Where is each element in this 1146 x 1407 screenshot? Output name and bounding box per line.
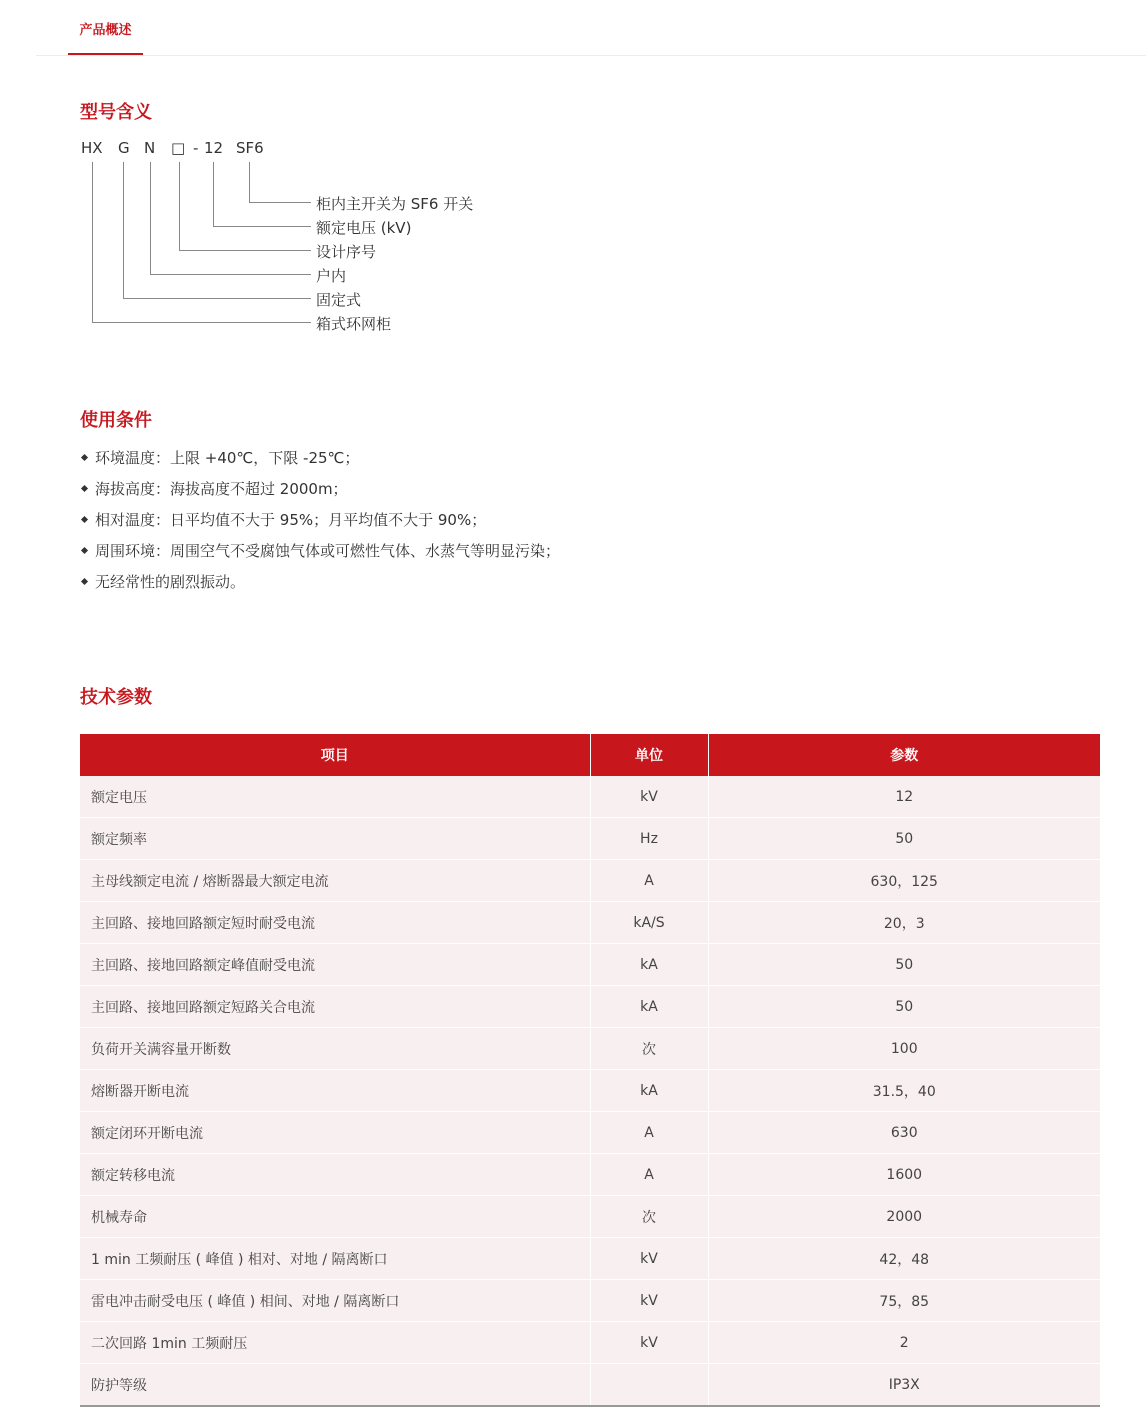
connector-line bbox=[123, 162, 124, 298]
column-header-item: 项目 bbox=[80, 734, 590, 776]
connector-line bbox=[150, 274, 311, 275]
table-row bbox=[80, 1154, 1100, 1196]
list-item bbox=[80, 506, 560, 537]
item-cell: 雷电冲击耐受电压 ( 峰值 ) 相间、对地 / 隔离断口 bbox=[80, 1280, 590, 1322]
unit-cell: kV bbox=[590, 776, 708, 818]
connector-line bbox=[92, 322, 311, 323]
table-row bbox=[80, 1028, 1100, 1070]
model-description: 固定式 bbox=[316, 291, 362, 309]
value-cell: 50 bbox=[708, 944, 1100, 986]
condition-text: 环境温度：上限 +40℃，下限 -25℃； bbox=[95, 449, 360, 467]
connector-line bbox=[249, 202, 311, 203]
connector-line bbox=[179, 250, 311, 251]
value-cell: 20，3 bbox=[708, 902, 1100, 944]
value-cell: 630，125 bbox=[708, 860, 1100, 902]
model-description: 柜内主开关为 SF6 开关 bbox=[316, 195, 474, 213]
table-row bbox=[80, 776, 1100, 818]
unit-cell: kV bbox=[590, 1322, 708, 1364]
unit-cell bbox=[590, 1364, 708, 1407]
condition-text: 相对温度：日平均值不大于 95%；月平均值不大于 90%； bbox=[95, 511, 487, 529]
model-description: 箱式环网柜 bbox=[316, 315, 392, 333]
code-segment: 12 bbox=[204, 139, 224, 157]
connector-line bbox=[213, 162, 214, 226]
connector-line bbox=[150, 162, 151, 274]
unit-cell: kV bbox=[590, 1280, 708, 1322]
unit-cell: 次 bbox=[590, 1196, 708, 1238]
item-cell: 额定电压 bbox=[80, 776, 590, 818]
code-segment: HX bbox=[81, 139, 103, 157]
value-cell: 75，85 bbox=[708, 1280, 1100, 1322]
table-row bbox=[80, 1238, 1100, 1280]
unit-cell: kA bbox=[590, 944, 708, 986]
connector-line bbox=[213, 226, 311, 227]
code-segment: - bbox=[193, 139, 199, 157]
table-row bbox=[80, 1322, 1100, 1364]
item-cell: 1 min 工频耐压 ( 峰值 ) 相对、对地 / 隔离断口 bbox=[80, 1238, 590, 1280]
table-row bbox=[80, 1196, 1100, 1238]
column-header-value: 参数 bbox=[708, 734, 1100, 776]
unit-cell: kA bbox=[590, 986, 708, 1028]
diamond-bullet-icon bbox=[81, 453, 88, 460]
connector-line bbox=[92, 162, 93, 322]
item-cell: 二次回路 1min 工频耐压 bbox=[80, 1322, 590, 1364]
list-item bbox=[80, 568, 560, 599]
code-segment: N bbox=[144, 139, 156, 157]
conditions-section-title: 使用条件 bbox=[80, 410, 152, 431]
model-description: 户内 bbox=[316, 267, 347, 285]
code-segment: G bbox=[118, 139, 130, 157]
diamond-bullet-icon bbox=[81, 577, 88, 584]
value-cell: 2 bbox=[708, 1322, 1100, 1364]
table-row bbox=[80, 986, 1100, 1028]
value-cell: 12 bbox=[708, 776, 1100, 818]
diamond-bullet-icon bbox=[81, 515, 88, 522]
conditions-list bbox=[80, 444, 560, 599]
unit-cell: kA/S bbox=[590, 902, 708, 944]
unit-cell: Hz bbox=[590, 818, 708, 860]
diamond-bullet-icon bbox=[81, 546, 88, 553]
item-cell: 熔断器开断电流 bbox=[80, 1070, 590, 1112]
value-cell: 31.5，40 bbox=[708, 1070, 1100, 1112]
model-description: 额定电压 (kV) bbox=[316, 219, 412, 237]
unit-cell: 次 bbox=[590, 1028, 708, 1070]
table-row bbox=[80, 1280, 1100, 1322]
condition-text: 周围环境：周围空气不受腐蚀气体或可燃性气体、水蒸气等明显污染； bbox=[95, 542, 561, 560]
list-item bbox=[80, 537, 560, 568]
specs-table bbox=[80, 734, 1100, 1407]
unit-cell: A bbox=[590, 1112, 708, 1154]
connector-line bbox=[249, 162, 250, 202]
unit-cell: A bbox=[590, 1154, 708, 1196]
diamond-bullet-icon bbox=[81, 484, 88, 491]
item-cell: 额定闭环开断电流 bbox=[80, 1112, 590, 1154]
item-cell: 主回路、接地回路额定峰值耐受电流 bbox=[80, 944, 590, 986]
item-cell: 额定转移电流 bbox=[80, 1154, 590, 1196]
unit-cell: kV bbox=[590, 1238, 708, 1280]
code-segment: SF6 bbox=[236, 139, 264, 157]
specs-section-title: 技术参数 bbox=[80, 687, 152, 708]
model-description: 设计序号 bbox=[316, 243, 377, 261]
item-cell: 主回路、接地回路额定短时耐受电流 bbox=[80, 902, 590, 944]
code-segment: □ bbox=[171, 139, 186, 157]
condition-text: 无经常性的剧烈振动。 bbox=[95, 573, 246, 591]
list-item bbox=[80, 475, 560, 506]
table-row bbox=[80, 902, 1100, 944]
table-header-row bbox=[80, 734, 1100, 776]
tab-bar bbox=[36, 0, 1146, 56]
value-cell: 50 bbox=[708, 986, 1100, 1028]
table-row bbox=[80, 860, 1100, 902]
value-cell: IP3X bbox=[708, 1364, 1100, 1407]
value-cell: 100 bbox=[708, 1028, 1100, 1070]
model-section-title: 型号含义 bbox=[80, 102, 152, 123]
table-row bbox=[80, 1364, 1100, 1407]
value-cell: 2000 bbox=[708, 1196, 1100, 1238]
item-cell: 机械寿命 bbox=[80, 1196, 590, 1238]
column-header-unit: 单位 bbox=[590, 734, 708, 776]
value-cell: 42，48 bbox=[708, 1238, 1100, 1280]
table-row bbox=[80, 1070, 1100, 1112]
item-cell: 主回路、接地回路额定短路关合电流 bbox=[80, 986, 590, 1028]
unit-cell: kA bbox=[590, 1070, 708, 1112]
connector-line bbox=[179, 162, 180, 250]
table-row bbox=[80, 1112, 1100, 1154]
item-cell: 负荷开关满容量开断数 bbox=[80, 1028, 590, 1070]
table-row bbox=[80, 944, 1100, 986]
table-row bbox=[80, 818, 1100, 860]
item-cell: 主母线额定电流 / 熔断器最大额定电流 bbox=[80, 860, 590, 902]
connector-line bbox=[123, 298, 311, 299]
value-cell: 630 bbox=[708, 1112, 1100, 1154]
value-cell: 50 bbox=[708, 818, 1100, 860]
condition-text: 海拔高度：海拔高度不超过 2000m； bbox=[95, 480, 348, 498]
unit-cell: A bbox=[590, 860, 708, 902]
item-cell: 防护等级 bbox=[80, 1364, 590, 1407]
list-item bbox=[80, 444, 560, 475]
value-cell: 1600 bbox=[708, 1154, 1100, 1196]
item-cell: 额定频率 bbox=[80, 818, 590, 860]
tab-product-overview[interactable]: 产品概述 bbox=[68, 0, 143, 55]
